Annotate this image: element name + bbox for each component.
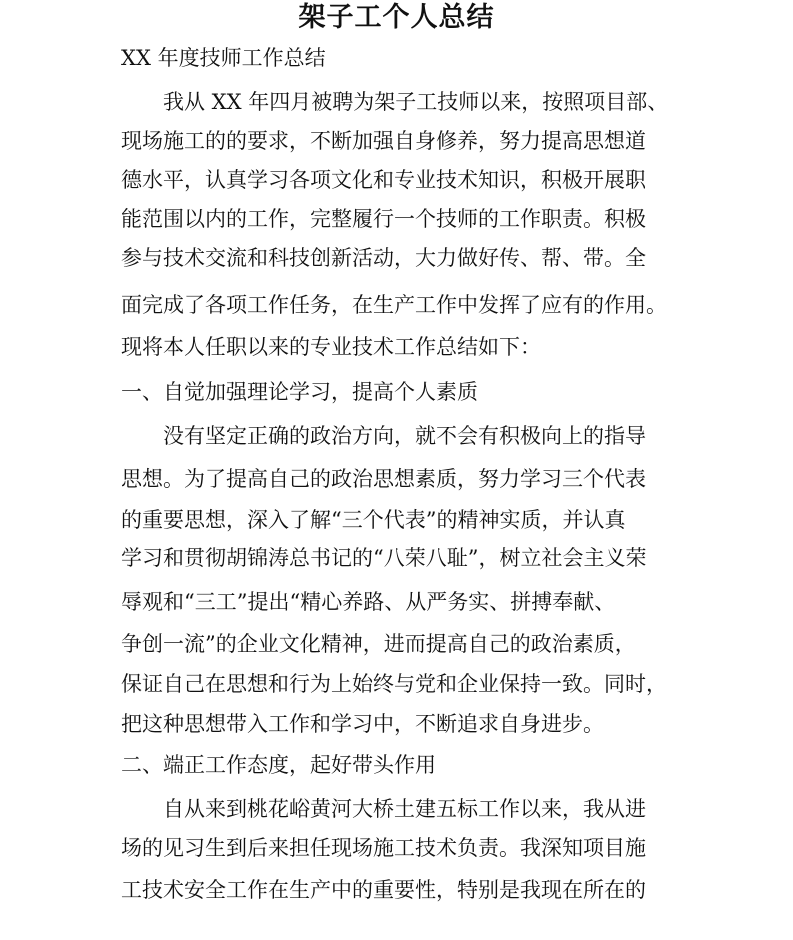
paragraph-line: 把这种思想带入工作和学习中，不断追求自身进步。 bbox=[121, 712, 604, 736]
paragraph-line: 现将本人任职以来的专业技术工作总结如下： bbox=[121, 335, 541, 359]
section-heading: 一、自觉加强理论学习，提高个人素质 bbox=[121, 380, 478, 404]
paragraph-line: 的重要思想，深入了解“三个代表”的精神实质，并认真 bbox=[121, 508, 626, 532]
paragraph-line: 现场施工的的要求，不断加强自身修养，努力提高思想道 bbox=[121, 129, 646, 153]
document-title: 架子工个人总结 bbox=[298, 2, 495, 33]
paragraph-line: 思想。为了提高自己的政治思想素质，努力学习三个代表 bbox=[121, 467, 646, 491]
paragraph-line: 工技术安全工作在生产中的重要性，特别是我现在所在的 bbox=[121, 878, 646, 902]
paragraph-line: 保证自己在思想和行为上始终与党和企业保持一致。同时， bbox=[121, 672, 667, 696]
section-heading: 二、端正工作态度，起好带头作用 bbox=[121, 753, 436, 777]
paragraph-line: 辱观和“三工”提出“精心养路、从严务实、拼搏奉献、 bbox=[121, 590, 616, 614]
paragraph-line: 学习和贯彻胡锦涛总书记的“八荣八耻”，树立社会主义荣 bbox=[121, 546, 647, 570]
paragraph-line: 没有坚定正确的政治方向，就不会有积极向上的指导 bbox=[163, 424, 646, 448]
paragraph-line: 争创一流”的企业文化精神，进而提高自己的政治素质， bbox=[121, 632, 636, 656]
paragraph-line: 自从来到桃花峪黄河大桥土建五标工作以来，我从进 bbox=[163, 797, 646, 821]
paragraph-line: 德水平，认真学习各项文化和专业技术知识，积极开展职 bbox=[121, 168, 646, 192]
paragraph-line: 场的见习生到后来担任现场施工技术负责。我深知项目施 bbox=[121, 836, 646, 860]
paragraph-line: 能范围以内的工作，完整履行一个技师的工作职责。积极 bbox=[121, 207, 646, 231]
paragraph-line: 参与技术交流和科技创新活动，大力做好传、帮、带。全 bbox=[121, 246, 646, 270]
paragraph-line: 我从 XX 年四月被聘为架子工技师以来，按照项目部、 bbox=[163, 90, 669, 114]
document-subtitle: XX 年度技师工作总结 bbox=[121, 46, 326, 70]
paragraph-line: 面完成了各项工作任务，在生产工作中发挥了应有的作用。 bbox=[121, 293, 667, 317]
